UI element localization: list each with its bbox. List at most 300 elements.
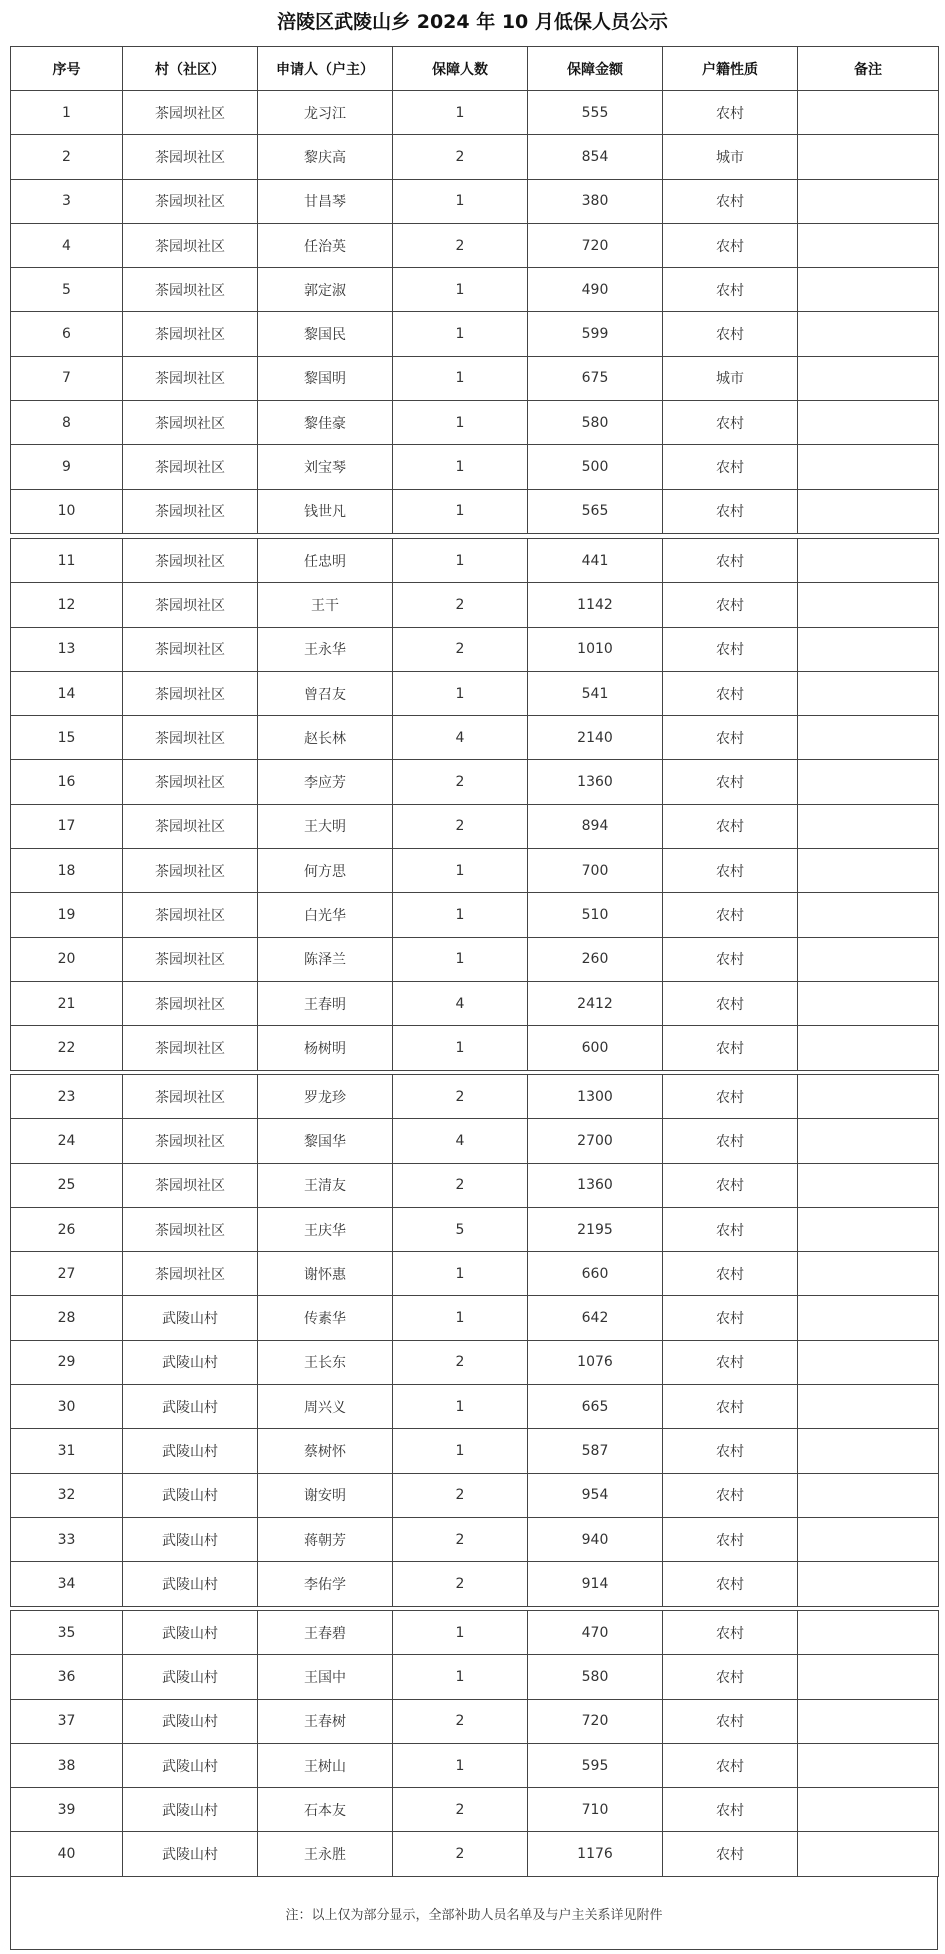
cell-amount: 642 [528,1296,663,1340]
cell-people-count: 1 [393,268,528,312]
cell-index: 18 [11,849,123,893]
cell-remarks [798,223,939,267]
cell-village: 茶园坝社区 [123,716,258,760]
cell-household-type: 农村 [663,1340,798,1384]
cell-amount: 854 [528,135,663,179]
cell-people-count: 2 [393,627,528,671]
cell-remarks [798,1655,939,1699]
cell-index: 4 [11,223,123,267]
cell-household-type: 农村 [663,1385,798,1429]
cell-remarks [798,1429,939,1473]
cell-index: 32 [11,1473,123,1517]
cell-amount: 599 [528,312,663,356]
cell-people-count: 2 [393,1163,528,1207]
cell-village: 武陵山村 [123,1611,258,1655]
cell-village: 武陵山村 [123,1788,258,1832]
cell-household-type: 农村 [663,1429,798,1473]
cell-index: 9 [11,445,123,489]
cell-people-count: 1 [393,539,528,583]
cell-remarks [798,1611,939,1655]
cell-remarks [798,1699,939,1743]
cell-index: 19 [11,893,123,937]
table-row [11,268,939,312]
cell-people-count: 2 [393,1699,528,1743]
cell-index: 29 [11,1340,123,1384]
cell-index: 15 [11,716,123,760]
cell-remarks [798,1385,939,1429]
cell-household-type: 农村 [663,1163,798,1207]
cell-remarks [798,135,939,179]
cell-amount: 894 [528,804,663,848]
cell-amount: 1142 [528,583,663,627]
cell-remarks [798,981,939,1025]
cell-people-count: 1 [393,445,528,489]
table-row [11,135,939,179]
cell-people-count: 1 [393,356,528,400]
cell-village: 茶园坝社区 [123,1119,258,1163]
cell-applicant: 王春明 [258,981,393,1025]
cell-household-type: 农村 [663,1611,798,1655]
cell-people-count: 1 [393,1296,528,1340]
cell-people-count: 2 [393,223,528,267]
cell-remarks [798,1026,939,1070]
cell-remarks [798,1562,939,1606]
cell-remarks [798,804,939,848]
cell-household-type: 农村 [663,312,798,356]
cell-people-count: 2 [393,1340,528,1384]
cell-people-count: 1 [393,1655,528,1699]
header-applicant: 申请人（户主） [258,47,393,91]
cell-amount: 500 [528,445,663,489]
cell-index: 25 [11,1163,123,1207]
cell-village: 茶园坝社区 [123,539,258,583]
cell-people-count: 4 [393,1119,528,1163]
table-header [10,46,939,91]
cell-applicant: 黎国民 [258,312,393,356]
header-people-count: 保障人数 [393,47,528,91]
cell-applicant: 龙习江 [258,91,393,135]
cell-applicant: 罗龙珍 [258,1075,393,1119]
header-index: 序号 [11,47,123,91]
cell-remarks [798,1163,939,1207]
cell-household-type: 农村 [663,716,798,760]
cell-applicant: 蒋朝芳 [258,1517,393,1561]
cell-village: 茶园坝社区 [123,1163,258,1207]
table-row [11,1252,939,1296]
cell-village: 武陵山村 [123,1385,258,1429]
cell-amount: 940 [528,1517,663,1561]
cell-index: 31 [11,1429,123,1473]
cell-amount: 600 [528,1026,663,1070]
cell-index: 17 [11,804,123,848]
cell-household-type: 城市 [663,356,798,400]
cell-people-count: 1 [393,401,528,445]
cell-village: 武陵山村 [123,1296,258,1340]
cell-people-count: 2 [393,135,528,179]
cell-index: 40 [11,1832,123,1876]
table-row [11,1296,939,1340]
cell-index: 36 [11,1655,123,1699]
header-village: 村（社区） [123,47,258,91]
cell-people-count: 1 [393,937,528,981]
cell-people-count: 2 [393,1517,528,1561]
cell-remarks [798,671,939,715]
cell-remarks [798,1119,939,1163]
cell-household-type: 农村 [663,1026,798,1070]
header-amount: 保障金额 [528,47,663,91]
cell-amount: 580 [528,1655,663,1699]
cell-remarks [798,489,939,533]
cell-index: 26 [11,1207,123,1251]
cell-household-type: 城市 [663,135,798,179]
table-row [11,179,939,223]
table-row [11,1340,939,1384]
table-row [11,1026,939,1070]
cell-people-count: 4 [393,981,528,1025]
cell-applicant: 刘宝琴 [258,445,393,489]
cell-people-count: 1 [393,1611,528,1655]
cell-applicant: 何方思 [258,849,393,893]
cell-index: 11 [11,539,123,583]
cell-household-type: 农村 [663,1119,798,1163]
cell-amount: 555 [528,91,663,135]
cell-village: 茶园坝社区 [123,893,258,937]
cell-village: 茶园坝社区 [123,1075,258,1119]
table-row [11,849,939,893]
table-row [11,1655,939,1699]
cell-index: 23 [11,1075,123,1119]
cell-applicant: 谢安明 [258,1473,393,1517]
cell-applicant: 曾召友 [258,671,393,715]
cell-amount: 1300 [528,1075,663,1119]
table-row [11,356,939,400]
cell-people-count: 2 [393,1788,528,1832]
cell-people-count: 1 [393,893,528,937]
table-row [11,627,939,671]
cell-village: 茶园坝社区 [123,937,258,981]
cell-household-type: 农村 [663,893,798,937]
cell-household-type: 农村 [663,1743,798,1787]
cell-index: 21 [11,981,123,1025]
cell-amount: 565 [528,489,663,533]
cell-index: 28 [11,1296,123,1340]
cell-remarks [798,937,939,981]
cell-amount: 441 [528,539,663,583]
cell-people-count: 2 [393,1473,528,1517]
cell-household-type: 农村 [663,1296,798,1340]
cell-village: 茶园坝社区 [123,804,258,848]
cell-household-type: 农村 [663,1788,798,1832]
table-row [11,804,939,848]
cell-applicant: 赵长林 [258,716,393,760]
cell-remarks [798,312,939,356]
cell-household-type: 农村 [663,223,798,267]
cell-applicant: 王国中 [258,1655,393,1699]
cell-household-type: 农村 [663,539,798,583]
cell-household-type: 农村 [663,1207,798,1251]
cell-remarks [798,1743,939,1787]
cell-amount: 954 [528,1473,663,1517]
cell-village: 茶园坝社区 [123,179,258,223]
cell-index: 22 [11,1026,123,1070]
table-row [11,1517,939,1561]
cell-people-count: 1 [393,179,528,223]
cell-applicant: 王庆华 [258,1207,393,1251]
cell-village: 茶园坝社区 [123,760,258,804]
table-block-1 [10,90,939,534]
cell-household-type: 农村 [663,849,798,893]
cell-amount: 1360 [528,760,663,804]
table-row [11,1562,939,1606]
cell-applicant: 王春碧 [258,1611,393,1655]
cell-village: 武陵山村 [123,1562,258,1606]
cell-applicant: 王树山 [258,1743,393,1787]
table-block-3 [10,1074,939,1607]
table-row [11,981,939,1025]
cell-index: 2 [11,135,123,179]
cell-people-count: 1 [393,671,528,715]
cell-applicant: 甘昌琴 [258,179,393,223]
cell-remarks [798,893,939,937]
cell-village: 武陵山村 [123,1340,258,1384]
table-row [11,1743,939,1787]
cell-index: 24 [11,1119,123,1163]
cell-village: 茶园坝社区 [123,223,258,267]
cell-household-type: 农村 [663,401,798,445]
cell-index: 37 [11,1699,123,1743]
cell-people-count: 4 [393,716,528,760]
cell-village: 武陵山村 [123,1743,258,1787]
cell-household-type: 农村 [663,804,798,848]
table-row [11,539,939,583]
cell-village: 茶园坝社区 [123,445,258,489]
cell-index: 13 [11,627,123,671]
cell-amount: 2195 [528,1207,663,1251]
cell-amount: 700 [528,849,663,893]
cell-people-count: 5 [393,1207,528,1251]
table-block-2 [10,538,939,1071]
cell-village: 茶园坝社区 [123,489,258,533]
cell-applicant: 王大明 [258,804,393,848]
cell-index: 39 [11,1788,123,1832]
cell-village: 茶园坝社区 [123,583,258,627]
cell-applicant: 李佑学 [258,1562,393,1606]
table-row [11,583,939,627]
cell-amount: 470 [528,1611,663,1655]
cell-remarks [798,401,939,445]
cell-applicant: 王春树 [258,1699,393,1743]
cell-people-count: 1 [393,1429,528,1473]
page-title: 涪陵区武陵山乡 2024 年 10 月低保人员公示 [277,11,668,33]
cell-remarks [798,268,939,312]
cell-index: 27 [11,1252,123,1296]
cell-remarks [798,356,939,400]
cell-amount: 580 [528,401,663,445]
cell-village: 茶园坝社区 [123,91,258,135]
cell-index: 30 [11,1385,123,1429]
cell-applicant: 黎庆高 [258,135,393,179]
table-row [11,312,939,356]
cell-household-type: 农村 [663,981,798,1025]
cell-index: 34 [11,1562,123,1606]
cell-household-type: 农村 [663,179,798,223]
cell-household-type: 农村 [663,1473,798,1517]
cell-people-count: 1 [393,312,528,356]
cell-amount: 1360 [528,1163,663,1207]
table-row [11,1832,939,1876]
cell-amount: 665 [528,1385,663,1429]
cell-index: 8 [11,401,123,445]
cell-amount: 510 [528,893,663,937]
cell-people-count: 1 [393,91,528,135]
cell-applicant: 传素华 [258,1296,393,1340]
cell-applicant: 李应芳 [258,760,393,804]
cell-index: 6 [11,312,123,356]
cell-amount: 720 [528,1699,663,1743]
cell-applicant: 王长东 [258,1340,393,1384]
cell-applicant: 谢怀惠 [258,1252,393,1296]
table-row [11,671,939,715]
cell-village: 武陵山村 [123,1655,258,1699]
cell-remarks [798,445,939,489]
cell-people-count: 2 [393,1075,528,1119]
cell-remarks [798,1207,939,1251]
table-row [11,223,939,267]
cell-household-type: 农村 [663,627,798,671]
cell-index: 35 [11,1611,123,1655]
cell-people-count: 2 [393,760,528,804]
cell-applicant: 石本友 [258,1788,393,1832]
cell-household-type: 农村 [663,671,798,715]
cell-remarks [798,1075,939,1119]
cell-people-count: 1 [393,489,528,533]
cell-household-type: 农村 [663,760,798,804]
cell-applicant: 黎国明 [258,356,393,400]
cell-amount: 660 [528,1252,663,1296]
cell-index: 12 [11,583,123,627]
cell-village: 武陵山村 [123,1699,258,1743]
cell-village: 茶园坝社区 [123,981,258,1025]
table-row [11,1075,939,1119]
table-row [11,1473,939,1517]
cell-household-type: 农村 [663,583,798,627]
cell-household-type: 农村 [663,1832,798,1876]
cell-amount: 595 [528,1743,663,1787]
header-remarks: 备注 [798,47,939,91]
cell-amount: 675 [528,356,663,400]
table-row [11,489,939,533]
cell-index: 7 [11,356,123,400]
cell-amount: 2700 [528,1119,663,1163]
cell-household-type: 农村 [663,937,798,981]
cell-applicant: 王干 [258,583,393,627]
cell-amount: 1176 [528,1832,663,1876]
table-block-4 [10,1610,939,1877]
cell-index: 33 [11,1517,123,1561]
table-row [11,937,939,981]
cell-household-type: 农村 [663,489,798,533]
table-row [11,1163,939,1207]
cell-amount: 710 [528,1788,663,1832]
cell-village: 茶园坝社区 [123,1252,258,1296]
cell-amount: 914 [528,1562,663,1606]
cell-people-count: 2 [393,804,528,848]
cell-village: 武陵山村 [123,1429,258,1473]
cell-people-count: 1 [393,1743,528,1787]
cell-index: 14 [11,671,123,715]
cell-remarks [798,1473,939,1517]
cell-remarks [798,1832,939,1876]
cell-index: 10 [11,489,123,533]
cell-village: 茶园坝社区 [123,849,258,893]
cell-index: 20 [11,937,123,981]
cell-remarks [798,849,939,893]
cell-amount: 1010 [528,627,663,671]
cell-village: 武陵山村 [123,1517,258,1561]
cell-applicant: 钱世凡 [258,489,393,533]
cell-village: 武陵山村 [123,1473,258,1517]
cell-amount: 2412 [528,981,663,1025]
cell-household-type: 农村 [663,91,798,135]
cell-remarks [798,539,939,583]
cell-remarks [798,91,939,135]
cell-applicant: 王永华 [258,627,393,671]
cell-household-type: 农村 [663,1655,798,1699]
cell-applicant: 任忠明 [258,539,393,583]
header-household-type: 户籍性质 [663,47,798,91]
table-row [11,760,939,804]
cell-amount: 720 [528,223,663,267]
cell-remarks [798,760,939,804]
cell-household-type: 农村 [663,1699,798,1743]
cell-applicant: 黎国华 [258,1119,393,1163]
cell-village: 茶园坝社区 [123,356,258,400]
cell-village: 茶园坝社区 [123,1207,258,1251]
cell-amount: 1076 [528,1340,663,1384]
cell-amount: 541 [528,671,663,715]
table-row [11,716,939,760]
cell-village: 武陵山村 [123,1832,258,1876]
cell-household-type: 农村 [663,1075,798,1119]
cell-people-count: 2 [393,1562,528,1606]
cell-remarks [798,1340,939,1384]
cell-amount: 2140 [528,716,663,760]
cell-people-count: 2 [393,583,528,627]
table-row [11,1207,939,1251]
cell-people-count: 1 [393,1385,528,1429]
cell-people-count: 1 [393,1252,528,1296]
cell-applicant: 杨树明 [258,1026,393,1070]
table-row [11,401,939,445]
cell-amount: 380 [528,179,663,223]
table-row [11,1385,939,1429]
cell-people-count: 2 [393,1832,528,1876]
cell-applicant: 王永胜 [258,1832,393,1876]
table-row [11,1611,939,1655]
cell-applicant: 任治英 [258,223,393,267]
cell-remarks [798,179,939,223]
cell-applicant: 王清友 [258,1163,393,1207]
table-row [11,1429,939,1473]
cell-index: 38 [11,1743,123,1787]
cell-applicant: 白光华 [258,893,393,937]
cell-remarks [798,1517,939,1561]
cell-household-type: 农村 [663,1517,798,1561]
cell-index: 1 [11,91,123,135]
cell-remarks [798,627,939,671]
cell-index: 16 [11,760,123,804]
table-row [11,1788,939,1832]
